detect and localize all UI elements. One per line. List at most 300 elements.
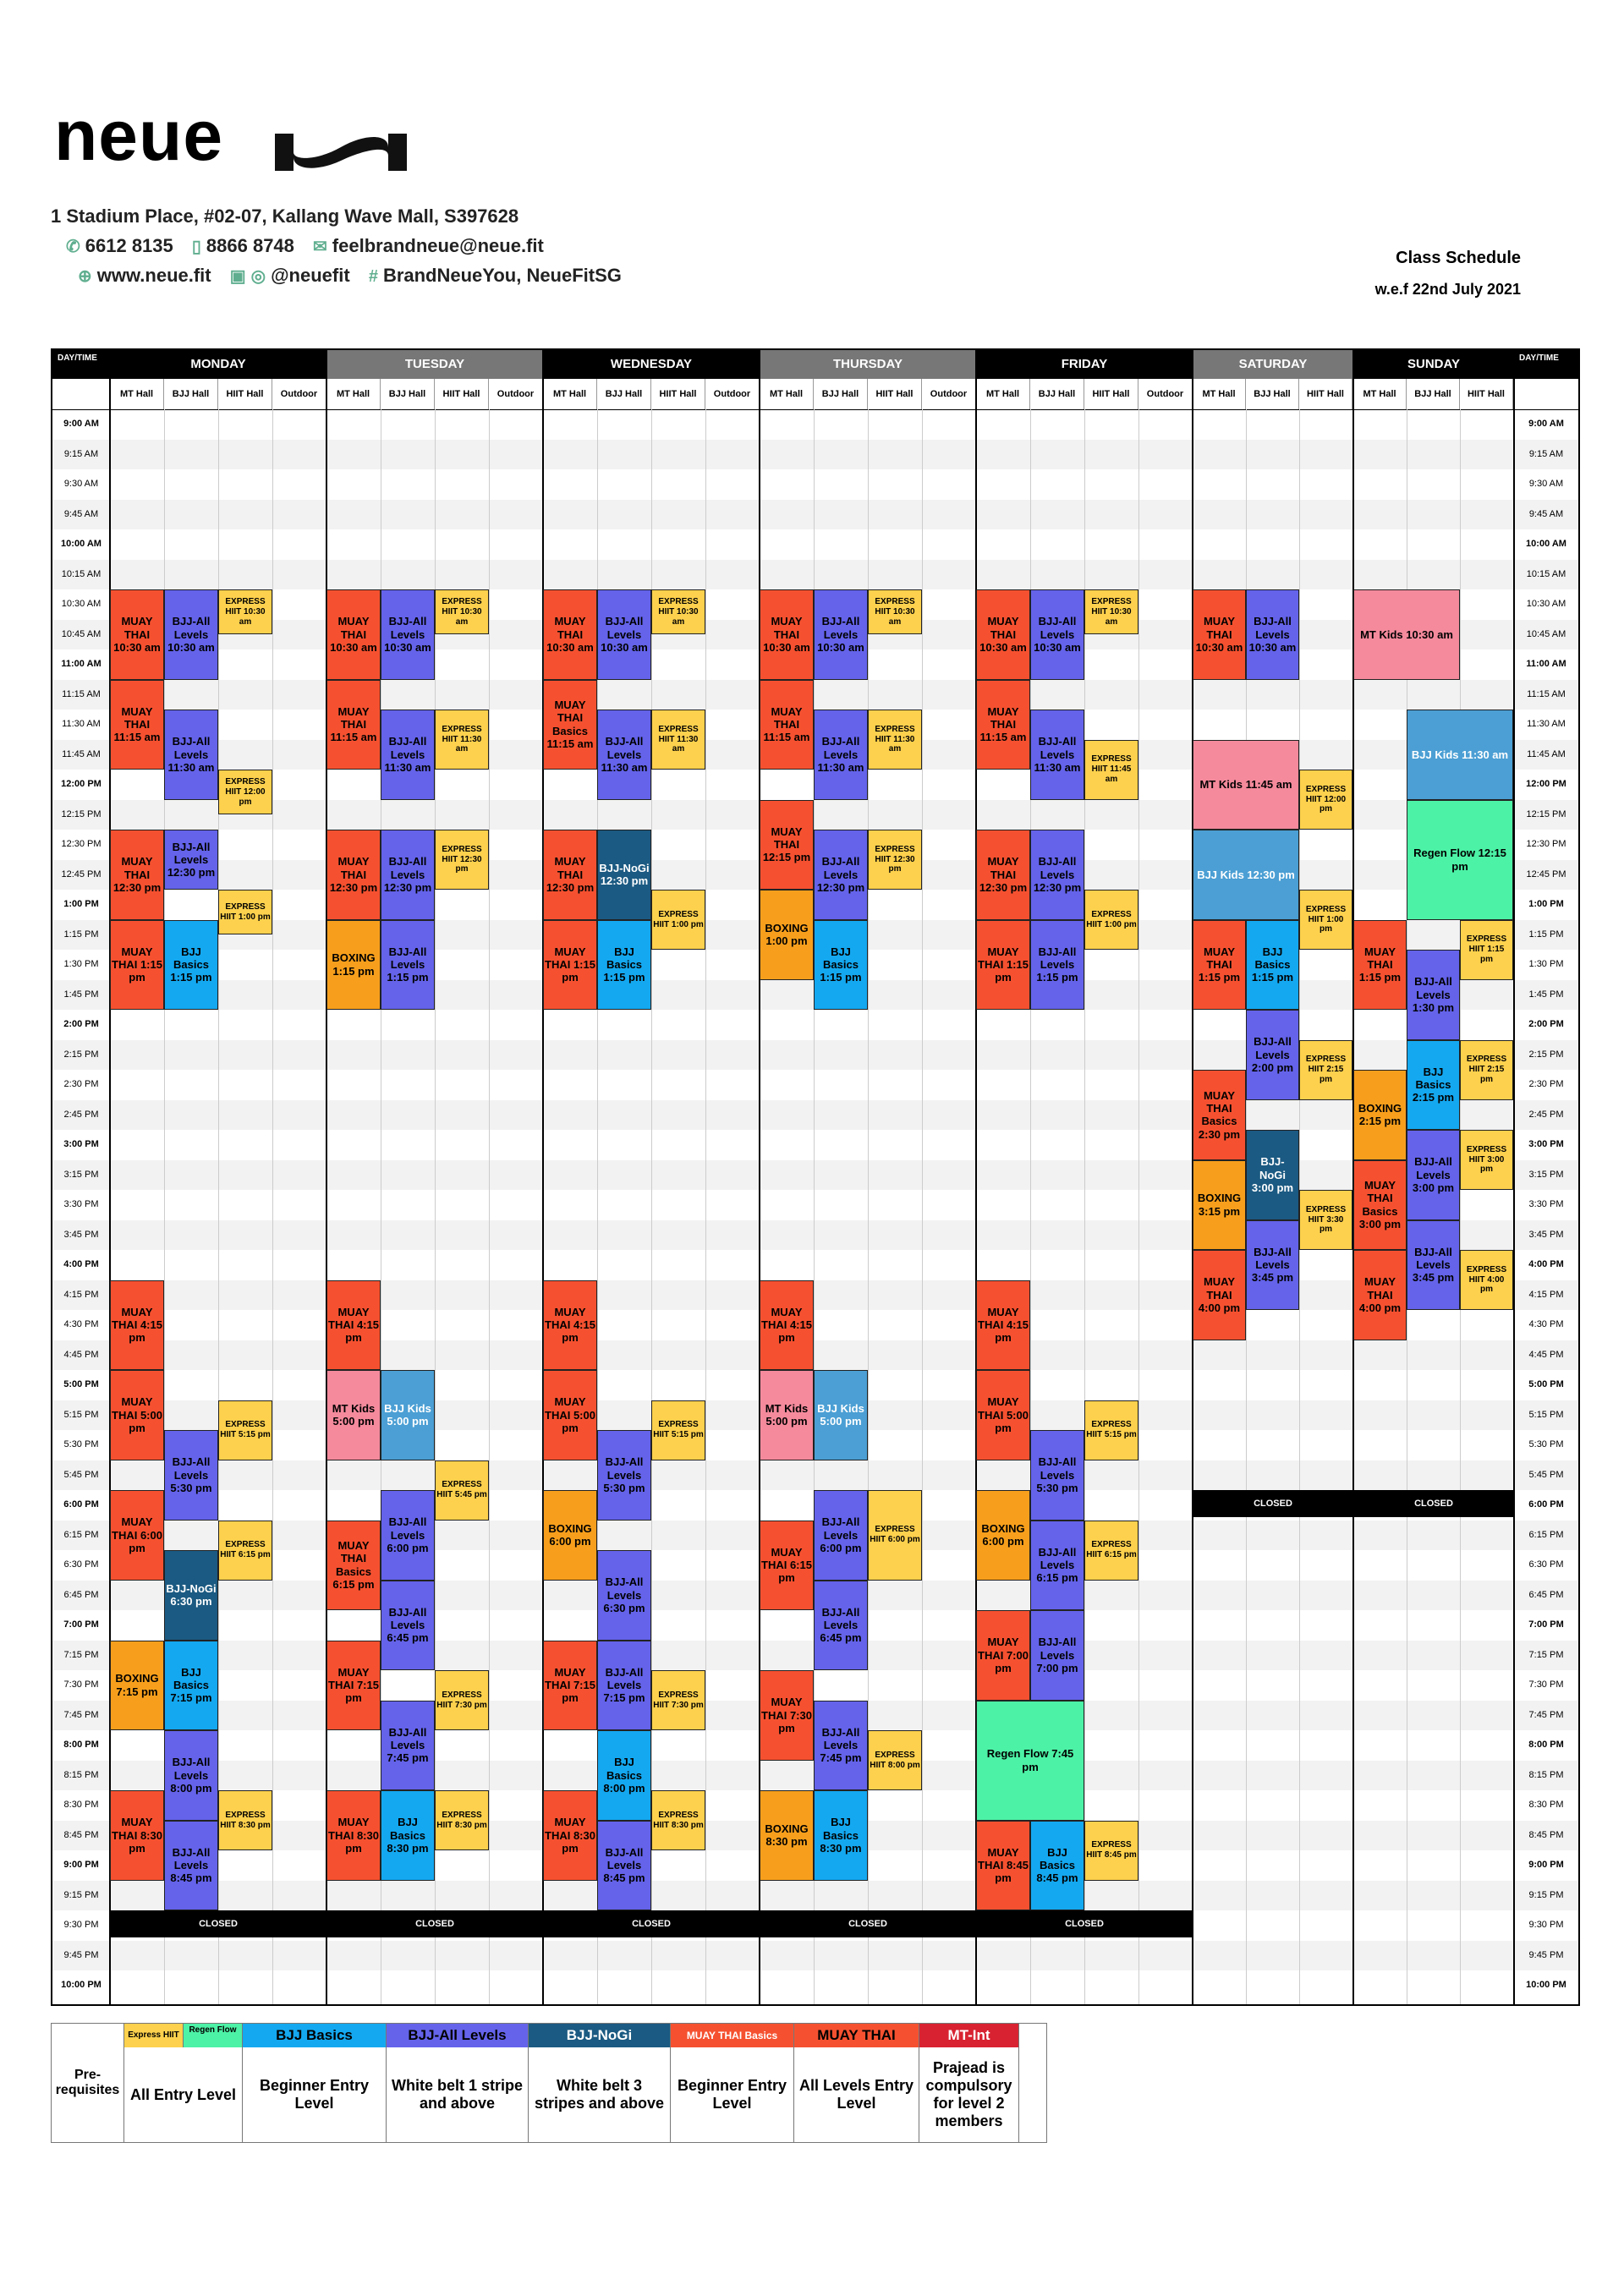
hall-header: BJJ Hall [814,379,868,409]
time-label-right: 9:30 PM [1528,1920,1564,1930]
time-label-left: 11:30 AM [62,719,101,729]
time-label-right: 10:30 AM [1526,599,1566,609]
time-label-right: 9:00 PM [1528,1860,1564,1870]
hall-divider [435,409,436,2004]
class-block[interactable]: MUAY THAI Basics 11:15 am [543,680,597,770]
class-block[interactable]: MT Kids 5:00 pm [760,1370,814,1460]
class-block[interactable]: MUAY THAI 4:15 pm [543,1280,597,1371]
hall-divider [1138,409,1139,2004]
address: 1 Stadium Place, #02-07, Kallang Wave Mall, S397628 [51,205,519,227]
time-label-right: 2:45 PM [1528,1109,1564,1120]
class-block[interactable]: BJJ-All Levels 7:45 pm [381,1701,435,1791]
time-label-left: 3:30 PM [63,1199,99,1209]
time-label-left: 1:00 PM [63,899,99,909]
class-block[interactable]: MUAY THAI 5:00 pm [543,1370,597,1460]
hall-header: MT Hall [1353,379,1407,409]
legend-desc: White belt 3 stripes and above [529,2047,671,2142]
class-block[interactable]: BJJ Kids 11:30 am [1407,710,1513,800]
closed-bar: CLOSED [110,1910,326,1937]
class-block[interactable]: MUAY THAI 7:00 pm [976,1610,1030,1701]
class-block[interactable]: MUAY THAI 11:15 am [760,680,814,770]
class-block[interactable]: MUAY THAI 10:30 am [543,589,597,680]
time-label-left: 7:45 PM [63,1709,99,1720]
class-block[interactable]: MUAY THAI 6:00 pm [110,1490,164,1581]
class-block[interactable]: BJJ Basics 1:15 pm [597,920,651,1011]
class-block[interactable]: MUAY THAI 11:15 am [326,680,381,770]
class-block[interactable]: Regen Flow 7:45 pm [976,1701,1084,1821]
class-block[interactable]: BJJ-All Levels 10:30 am [1246,589,1299,680]
time-label-right: 9:30 AM [1528,479,1564,489]
class-block[interactable]: EXPRESS HIIT 3:30 pm [1299,1190,1352,1250]
time-label-left: 9:45 AM [63,508,99,519]
time-label-left: 2:45 PM [63,1109,99,1120]
time-label-left: 1:45 PM [63,989,99,1000]
time-label-right: 9:15 AM [1528,448,1564,459]
class-block[interactable]: BJJ-All Levels 10:30 am [597,589,651,680]
class-block[interactable]: BJJ-All Levels 7:45 pm [814,1701,868,1791]
class-block[interactable]: EXPRESS HIIT 10:30 am [218,589,272,634]
phone-2[interactable]: 8866 8748 [206,235,294,256]
class-block[interactable]: BJJ-All Levels 8:45 pm [597,1821,651,1911]
class-block[interactable]: BJJ Basics 8:30 pm [381,1790,435,1881]
grid-row-band [52,1160,1578,1191]
time-label-left: 8:30 PM [63,1800,99,1810]
class-block[interactable]: EXPRESS HIIT 5:15 pm [218,1400,272,1460]
hall-header: BJJ Hall [1246,379,1299,409]
class-block[interactable]: MUAY THAI Basics 6:15 pm [326,1521,381,1611]
hall-header: Outdoor [272,379,326,409]
class-block[interactable]: MUAY THAI Basics 2:30 pm [1193,1070,1246,1160]
class-block[interactable]: MUAY THAI 1:15 pm [976,920,1030,1011]
class-block[interactable]: MUAY THAI 12:30 pm [543,830,597,920]
class-block[interactable]: BOXING 1:00 pm [760,890,814,980]
class-block[interactable]: BJJ-All Levels 11:30 am [164,710,218,800]
class-block[interactable]: EXPRESS HIIT 10:30 am [651,589,705,634]
time-label-left: 4:30 PM [63,1319,99,1329]
class-block[interactable]: BOXING 1:15 pm [326,920,381,1011]
class-block[interactable]: BJJ-All Levels 10:30 am [164,589,218,680]
time-label-right: 7:30 PM [1528,1680,1564,1690]
legend-desc: Beginner Entry Level [243,2047,387,2142]
time-label-left: 12:45 PM [61,869,102,879]
time-label-left: 11:45 AM [62,748,101,759]
hall-divider [218,409,219,2004]
class-block[interactable]: BJJ Basics 8:45 pm [1030,1821,1084,1911]
class-block[interactable]: BJJ-All Levels 6:45 pm [381,1581,435,1671]
class-block[interactable]: EXPRESS HIIT 6:15 pm [218,1521,272,1581]
class-block[interactable]: MUAY THAI 4:15 pm [110,1280,164,1371]
class-block[interactable]: EXPRESS HIIT 1:00 pm [651,890,705,950]
class-block[interactable]: BJJ Basics 1:15 pm [814,920,868,1011]
time-label-left: 7:00 PM [63,1619,99,1630]
class-block[interactable]: MUAY THAI 1:15 pm [1193,920,1246,1011]
class-block[interactable]: BJJ-All Levels 12:30 pm [1030,830,1084,920]
class-block[interactable]: BOXING 2:15 pm [1353,1070,1407,1160]
hashtags: BrandNeueYou, NeueFitSG [382,265,622,286]
hall-header: HIIT Hall [868,379,922,409]
class-block[interactable]: EXPRESS HIIT 1:15 pm [1460,920,1513,980]
day-header-monday: MONDAY [110,350,326,379]
time-label-left: 10:30 AM [61,599,102,609]
legend-swatch: Express HIIT [124,2024,184,2047]
time-label-right: 1:45 PM [1528,989,1564,1000]
legend-swatch: MUAY THAI Basics [671,2024,794,2047]
time-label-right: 12:45 PM [1526,869,1566,879]
time-label-right: 9:45 AM [1528,508,1564,519]
time-label-right: 4:30 PM [1528,1319,1564,1329]
time-label-right: 3:15 PM [1528,1169,1564,1180]
hall-header: BJJ Hall [1030,379,1084,409]
class-block[interactable]: BJJ-All Levels 8:00 pm [164,1730,218,1821]
class-block[interactable]: MUAY THAI 10:30 am [1193,589,1246,680]
time-label-right: 1:30 PM [1528,959,1564,969]
class-block[interactable]: MUAY THAI 11:15 am [976,680,1030,770]
class-block[interactable]: MUAY THAI 10:30 am [760,589,814,680]
class-block[interactable]: BJJ-All Levels 1:15 pm [381,920,435,1011]
hall-header: BJJ Hall [597,379,651,409]
time-label-right: 9:15 PM [1528,1889,1564,1900]
class-block[interactable]: EXPRESS HIIT 7:30 pm [651,1670,705,1730]
time-label-left: 5:30 PM [63,1439,99,1449]
class-block[interactable]: EXPRESS HIIT 3:00 pm [1460,1130,1513,1190]
class-block[interactable]: MT Kids 11:45 am [1193,740,1299,830]
time-label-left: 2:30 PM [63,1079,99,1089]
legend-swatch: MUAY THAI [794,2024,919,2047]
class-block[interactable]: MT Kids 10:30 am [1353,589,1460,680]
class-block[interactable]: EXPRESS HIIT 6:15 pm [1084,1521,1138,1581]
class-block[interactable]: MUAY THAI 12:30 pm [326,830,381,920]
class-block[interactable]: MUAY THAI 4:15 pm [760,1280,814,1371]
time-label-left: 5:15 PM [63,1409,99,1420]
class-block[interactable]: EXPRESS HIIT 12:00 pm [218,770,272,814]
class-block[interactable]: MUAY THAI 8:45 pm [976,1821,1030,1911]
class-block[interactable]: BJJ Basics 8:00 pm [597,1730,651,1821]
time-label-right: 9:00 AM [1528,419,1564,429]
legend-swatch: Regen Flow [184,2024,243,2047]
hall-header: MT Hall [110,379,164,409]
class-block[interactable]: MUAY THAI 1:15 pm [110,920,164,1011]
social-handle[interactable]: @neuefit [271,265,350,286]
class-block[interactable]: MUAY THAI 4:00 pm [1193,1250,1246,1340]
legend-swatch: BJJ-All Levels [387,2024,529,2047]
time-label-left: 4:15 PM [63,1289,99,1300]
hall-header: Outdoor [1138,379,1193,409]
grid-row-band [52,440,1578,470]
closed-bar: CLOSED [976,1910,1193,1937]
prereq-label: Pre-requisites [52,2024,124,2142]
grid-row-band [52,1340,1578,1371]
schedule-grid [51,348,1580,2006]
class-block[interactable]: BJJ Basics 7:15 pm [164,1641,218,1731]
class-block[interactable]: BJJ-All Levels 7:00 pm [1030,1610,1084,1701]
class-block[interactable]: BJJ-All Levels 3:45 pm [1246,1220,1299,1311]
hall-divider [1460,409,1461,2004]
class-block[interactable]: BJJ-All Levels 1:15 pm [1030,920,1084,1011]
class-block[interactable]: MUAY THAI 7:15 pm [326,1641,381,1731]
hall-header: BJJ Hall [381,379,435,409]
time-label-right: 7:15 PM [1528,1649,1564,1660]
class-block[interactable]: BJJ-All Levels 10:30 am [1030,589,1084,680]
class-block[interactable]: MUAY THAI 5:00 pm [976,1370,1030,1460]
class-block[interactable]: EXPRESS HIIT 11:30 am [651,710,705,770]
globe-icon: ⊕ [78,267,92,286]
class-block[interactable]: MUAY THAI 7:30 pm [760,1670,814,1761]
time-label-left: 10:45 AM [61,628,102,639]
hall-header: HIIT Hall [218,379,272,409]
time-label-right: 8:45 PM [1528,1829,1564,1840]
class-block[interactable]: MUAY THAI 12:15 pm [760,800,814,890]
time-label-left: 11:15 AM [62,688,101,699]
class-block[interactable]: BJJ-All Levels 6:15 pm [1030,1521,1084,1611]
class-block[interactable]: MUAY THAI 12:30 pm [976,830,1030,920]
logo-text: neue [54,96,224,175]
class-block[interactable]: BJJ-All Levels 1:30 pm [1407,950,1460,1040]
class-block[interactable]: EXPRESS HIIT 11:30 am [435,710,489,770]
class-block[interactable]: BJJ Kids 5:00 pm [381,1370,435,1460]
class-block[interactable]: BJJ-All Levels 3:45 pm [1407,1220,1460,1311]
time-label-right: 11:00 AM [1526,659,1566,669]
time-label-left: 6:15 PM [63,1529,99,1540]
class-block[interactable]: EXPRESS HIIT 8:30 pm [218,1790,272,1850]
grid-row-band [52,680,1578,710]
class-block[interactable]: EXPRESS HIIT 12:00 pm [1299,770,1352,830]
email[interactable]: feelbrandneue@neue.fit [332,235,544,256]
time-label-left: 2:00 PM [63,1019,99,1029]
hall-divider [272,409,273,2004]
time-label-left: 7:15 PM [63,1649,99,1660]
class-block[interactable]: BOXING 6:00 pm [543,1490,597,1581]
hall-header: MT Hall [326,379,381,409]
time-label-left: 4:00 PM [63,1259,99,1269]
class-block[interactable]: BJJ-All Levels 5:30 pm [1030,1430,1084,1521]
hall-header: HIIT Hall [435,379,489,409]
legend [51,2023,1047,2143]
class-block[interactable]: EXPRESS HIIT 8:30 pm [651,1790,705,1850]
time-label-right: 10:15 AM [1526,568,1566,579]
class-block[interactable]: EXPRESS HIIT 8:45 pm [1084,1821,1138,1881]
class-block[interactable]: MUAY THAI 8:30 pm [543,1790,597,1881]
class-block[interactable]: MUAY THAI 5:00 pm [110,1370,164,1460]
class-block[interactable]: EXPRESS HIIT 10:30 am [1084,589,1138,634]
class-block[interactable]: MT Kids 5:00 pm [326,1370,381,1460]
class-block[interactable]: BJJ Basics 1:15 pm [1246,920,1299,1011]
class-block[interactable]: BJJ-All Levels 6:00 pm [381,1490,435,1581]
hall-header: BJJ Hall [164,379,218,409]
class-block[interactable]: MUAY THAI 10:30 am [110,589,164,680]
class-block[interactable]: BJJ-All Levels 11:30 am [814,710,868,800]
time-label-right: 10:00 AM [1526,539,1566,549]
class-block[interactable]: BJJ-All Levels 5:30 pm [597,1430,651,1521]
class-block[interactable]: MUAY THAI 11:15 am [110,680,164,770]
class-block[interactable]: EXPRESS HIIT 10:30 am [435,589,489,634]
class-block[interactable]: BJJ-All Levels 6:45 pm [814,1581,868,1671]
time-label-right: 8:00 PM [1528,1740,1564,1750]
class-block[interactable]: BJJ-All Levels 11:30 am [381,710,435,800]
class-block[interactable]: EXPRESS HIIT 12:30 pm [868,830,922,890]
legend-desc: Prajead is compulsory for level 2 members [919,2047,1019,2142]
closed-bar: CLOSED [760,1910,976,1937]
time-label-left: 12:15 PM [61,808,102,819]
hall-header: Outdoor [489,379,543,409]
hall-header: Outdoor [705,379,760,409]
effective-date: w.e.f 22nd July 2021 [1374,281,1521,298]
legend-desc: Beginner Entry Level [671,2047,794,2142]
class-block[interactable]: EXPRESS HIIT 11:30 am [868,710,922,770]
day-header-thursday: THURSDAY [760,350,976,379]
class-block[interactable]: EXPRESS HIIT 1:00 pm [1084,890,1138,950]
time-label-right: 11:15 AM [1527,688,1566,699]
legend-swatch: BJJ-NoGi [529,2024,671,2047]
class-block[interactable]: MUAY THAI 4:00 pm [1353,1250,1407,1340]
class-block[interactable]: BOXING 6:00 pm [976,1490,1030,1581]
class-block[interactable]: BJJ-All Levels 2:00 pm [1246,1010,1299,1100]
time-label-right: 10:00 PM [1526,1980,1566,1990]
class-block[interactable]: EXPRESS HIIT 4:00 pm [1460,1250,1513,1310]
time-label-left: 9:30 AM [63,479,99,489]
class-block[interactable]: EXPRESS HIIT 5:15 pm [1084,1400,1138,1460]
closed-bar: CLOSED [1353,1490,1514,1517]
class-block[interactable]: EXPRESS HIIT 1:00 pm [1299,890,1352,950]
class-block[interactable]: BJJ-All Levels 7:15 pm [597,1641,651,1731]
class-block[interactable]: EXPRESS HIIT 8:00 pm [868,1730,922,1790]
hall-header: HIIT Hall [1299,379,1352,409]
class-block[interactable]: EXPRESS HIIT 5:15 pm [651,1400,705,1460]
class-block[interactable]: MUAY THAI 7:15 pm [543,1641,597,1731]
class-block[interactable]: EXPRESS HIIT 8:30 pm [435,1790,489,1850]
class-block[interactable]: EXPRESS HIIT 12:30 pm [435,830,489,890]
legend-swatch: BJJ Basics [243,2024,387,2047]
class-block[interactable]: EXPRESS HIIT 2:15 pm [1460,1040,1513,1100]
class-block[interactable]: EXPRESS HIIT 1:00 pm [218,890,272,934]
class-block[interactable]: BJJ Basics 1:15 pm [164,920,218,1011]
legend-swatch: MT-Int [919,2024,1019,2047]
time-label-left: 7:30 PM [63,1680,99,1690]
class-block[interactable]: BOXING 3:15 pm [1193,1160,1246,1251]
hall-divider [651,409,652,2004]
contact-line-2 [78,265,622,287]
closed-bar: CLOSED [1193,1490,1353,1517]
class-block[interactable]: BOXING 7:15 pm [110,1641,164,1731]
phone-1[interactable]: 6612 8135 [85,235,173,256]
class-block[interactable]: MUAY THAI 8:30 pm [326,1790,381,1881]
contact-line-1 [66,235,544,257]
class-block[interactable]: BOXING 8:30 pm [760,1790,814,1881]
class-block[interactable]: MUAY THAI 10:30 am [326,589,381,680]
hall-header: MT Hall [1193,379,1246,409]
time-label-left: 8:00 PM [63,1740,99,1750]
class-block[interactable]: BJJ Basics 2:15 pm [1407,1040,1460,1131]
time-label-right: 5:15 PM [1528,1409,1564,1420]
time-label-left: 12:30 PM [61,839,102,849]
class-block[interactable]: Regen Flow 12:15 pm [1407,800,1513,920]
class-block[interactable]: EXPRESS HIIT 11:45 am [1084,740,1138,800]
time-label-right: 8:30 PM [1528,1800,1564,1810]
class-block[interactable]: BJJ-All Levels 10:30 am [381,589,435,680]
class-block[interactable]: MUAY THAI 1:15 pm [1353,920,1407,1011]
class-block[interactable]: BJJ-All Levels 12:30 pm [814,830,868,920]
class-block[interactable]: MUAY THAI 10:30 am [976,589,1030,680]
time-label-left: 9:45 PM [63,1949,99,1960]
time-label-right: 3:00 PM [1528,1139,1564,1149]
class-block[interactable]: BJJ-All Levels 12:30 pm [381,830,435,920]
time-label-left: 9:15 PM [63,1889,99,1900]
corner-label-left: DAY/TIME [52,350,110,379]
hall-header: MT Hall [760,379,814,409]
time-label-left: 11:00 AM [61,659,102,669]
class-block[interactable]: EXPRESS HIIT 7:30 pm [435,1670,489,1730]
time-label-right: 12:30 PM [1526,839,1566,849]
class-block[interactable]: MUAY THAI Basics 3:00 pm [1353,1160,1407,1251]
grid-row-band [52,500,1578,530]
corner-label-right: DAY/TIME [1514,350,1578,379]
class-block[interactable]: MUAY THAI 6:15 pm [760,1521,814,1611]
class-block[interactable]: EXPRESS HIIT 10:30 am [868,589,922,634]
class-block[interactable]: EXPRESS HIIT 5:45 pm [435,1460,489,1521]
time-label-left: 8:45 PM [63,1829,99,1840]
grid-row-band [52,1460,1578,1491]
class-block[interactable]: BJJ-All Levels 11:30 am [597,710,651,800]
time-label-left: 6:30 PM [63,1559,99,1570]
class-block[interactable]: MUAY THAI 4:15 pm [326,1280,381,1371]
hall-header: MT Hall [976,379,1030,409]
time-label-left: 12:00 PM [61,779,102,789]
time-label-right: 5:00 PM [1528,1379,1564,1389]
closed-bar: CLOSED [543,1910,760,1937]
time-label-left: 8:15 PM [63,1769,99,1780]
hall-header: MT Hall [543,379,597,409]
class-block[interactable]: BJJ-All Levels 10:30 am [814,589,868,680]
hall-divider [489,409,490,2004]
time-label-left: 9:00 AM [63,419,99,429]
class-block[interactable]: BJJ-All Levels 11:30 am [1030,710,1084,800]
class-block[interactable]: BJJ-All Levels 6:30 pm [597,1550,651,1641]
class-block[interactable]: BJJ Basics 8:30 pm [814,1790,868,1881]
class-block[interactable]: MUAY THAI 1:15 pm [543,920,597,1011]
class-block[interactable]: BJJ-All Levels 12:30 pm [164,830,218,890]
time-label-left: 4:45 PM [63,1349,99,1360]
class-block[interactable]: BJJ-NoGi 6:30 pm [164,1550,218,1641]
time-label-right: 4:00 PM [1528,1259,1564,1269]
logo-mark-icon [273,127,409,173]
mobile-icon: ▯ [191,238,201,256]
class-block[interactable]: BJJ Kids 5:00 pm [814,1370,868,1460]
class-block[interactable]: BJJ-All Levels 6:00 pm [814,1490,868,1581]
day-header-saturday: SATURDAY [1193,350,1353,379]
time-label-right: 2:30 PM [1528,1079,1564,1089]
class-block[interactable]: BJJ-All Levels 5:30 pm [164,1430,218,1521]
time-label-right: 12:15 PM [1526,808,1566,819]
class-block[interactable]: MUAY THAI 4:15 pm [976,1280,1030,1371]
class-block[interactable]: BJJ Kids 12:30 pm [1193,830,1299,920]
class-block[interactable]: BJJ-All Levels 8:45 pm [164,1821,218,1911]
hall-header: HIIT Hall [651,379,705,409]
time-label-right: 7:00 PM [1528,1619,1564,1630]
time-label-right: 2:00 PM [1528,1019,1564,1029]
class-block[interactable]: BJJ-NoGi 12:30 pm [597,830,651,920]
time-label-right: 6:15 PM [1528,1529,1564,1540]
website[interactable]: www.neue.fit [96,265,211,286]
time-label-right: 5:30 PM [1528,1439,1564,1449]
time-label-right: 2:15 PM [1528,1049,1564,1060]
class-block[interactable]: BJJ-NoGi 3:00 pm [1246,1130,1299,1220]
class-block[interactable]: MUAY THAI 8:30 pm [110,1790,164,1881]
class-block[interactable]: EXPRESS HIIT 6:00 pm [868,1490,922,1581]
time-label-left: 10:15 AM [61,568,102,579]
class-block[interactable]: MUAY THAI 12:30 pm [110,830,164,920]
class-block[interactable]: EXPRESS HIIT 2:15 pm [1299,1040,1352,1100]
time-label-left: 6:00 PM [63,1499,99,1510]
class-block[interactable]: BJJ-All Levels 3:00 pm [1407,1130,1460,1220]
